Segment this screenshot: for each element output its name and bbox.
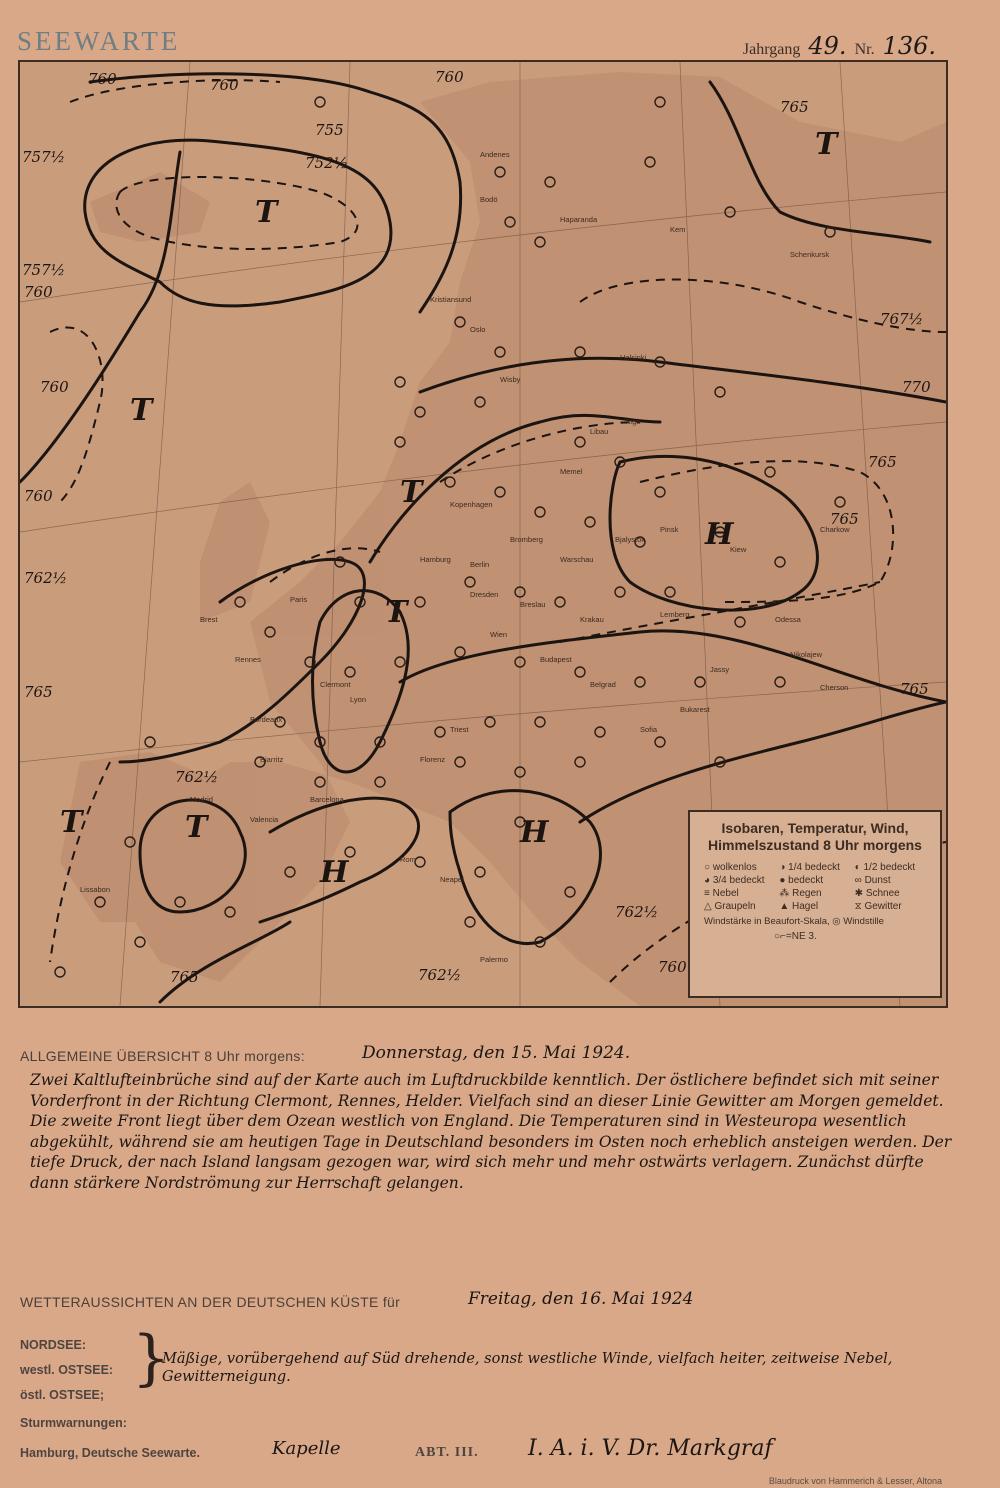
- region-westl-ostsee: westl. OSTSEE:: [20, 1363, 114, 1377]
- isobar-label: 760: [658, 958, 687, 976]
- city-label: Nikolajew: [790, 650, 823, 659]
- legend-item-label: 1/2 bedeckt: [863, 862, 916, 873]
- isobar-label: 760: [210, 76, 239, 94]
- forecast-regions: [20, 1338, 113, 1413]
- legend-symbols: [690, 854, 940, 914]
- pressure-center-label: T: [400, 475, 423, 510]
- isobar-label: 760: [88, 70, 117, 88]
- legend-beaufort: Windstärke in Beaufort-Skala, ◎ Windstille: [704, 916, 884, 927]
- city-label: Clermont: [320, 680, 351, 689]
- legend-item: [855, 901, 930, 912]
- isobar-label: 757½: [22, 261, 66, 279]
- isobar-label: 765: [24, 683, 53, 701]
- storm-warnings-label: Sturmwarnungen:: [20, 1416, 127, 1430]
- city-label: Krakau: [580, 615, 604, 624]
- overview-date: Donnerstag, den 15. Mai 1924.: [362, 1043, 631, 1063]
- pressure-center-label: T: [130, 393, 153, 428]
- isobar-label: 765: [170, 968, 199, 986]
- masthead: [0, 0, 1000, 60]
- pressure-center-label: H: [705, 517, 734, 552]
- isobar-label: 767½: [880, 310, 924, 328]
- pressure-center-label: T: [185, 810, 208, 845]
- nr-label: Nr.: [854, 41, 875, 58]
- city-label: Memel: [560, 467, 583, 476]
- overview-heading: ALLGEMEINE ÜBERSICHT 8 Uhr morgens:: [20, 1048, 305, 1064]
- forecast-heading: WETTERAUSSICHTEN AN DER DEUTSCHEN KÜSTE für: [20, 1294, 401, 1310]
- legend-item-label: 3/4 bedeckt: [712, 875, 765, 886]
- footer: [20, 1436, 970, 1472]
- weather-symbol-icon: ●: [779, 875, 789, 886]
- city-label: Palermo: [480, 955, 508, 964]
- isobar-label: 762½: [418, 966, 462, 984]
- city-label: Rennes: [235, 655, 261, 664]
- city-label: Lissabon: [80, 885, 111, 894]
- city-label: Lemberg: [660, 610, 690, 619]
- city-label: Oslo: [470, 325, 486, 334]
- legend-item-label: Hagel: [792, 901, 819, 912]
- signature-kapelle: Kapelle: [272, 1438, 341, 1459]
- city-label: Pinsk: [660, 525, 679, 534]
- city-label: Sofia: [640, 725, 658, 734]
- city-label: Bodö: [480, 195, 498, 204]
- weather-symbol-icon: ⧖: [854, 901, 865, 912]
- city-label: Kiew: [730, 545, 747, 554]
- jahrgang-label: Jahrgang: [742, 41, 801, 58]
- isobar-label: 765: [900, 680, 929, 698]
- weather-symbol-icon: ∞: [854, 875, 865, 886]
- city-label: Valencia: [250, 815, 279, 824]
- isobar-label: 770: [902, 378, 931, 396]
- legend-item-label: 1/4 bedeckt: [788, 862, 840, 873]
- legend-item-label: Graupeln: [714, 901, 756, 912]
- legend-example: [690, 927, 940, 942]
- city-label: Libau: [590, 427, 609, 436]
- city-label: Wisby: [500, 375, 521, 384]
- city-label: Kristiansund: [430, 295, 472, 304]
- isobar-label: 765: [868, 453, 897, 471]
- city-label: Breslau: [520, 600, 546, 609]
- legend-item: [855, 888, 930, 899]
- legend-item-label: Dunst: [864, 875, 891, 886]
- brace-icon: }: [132, 1323, 171, 1393]
- isobar-label: 762½: [24, 569, 68, 587]
- weather-symbol-icon: ○: [704, 862, 713, 873]
- legend-title-line1: Isobaren, Temperatur, Wind,: [721, 820, 909, 836]
- pressure-center-label: T: [815, 127, 838, 162]
- legend-item: [855, 862, 930, 873]
- city-label: Bromberg: [510, 535, 543, 544]
- legend-item: [704, 901, 779, 912]
- forecast-text: Mäßige, vorübergehend auf Süd drehende, sonst westliche Winde, vielfach heiter, zeitweise Nebel, Gewitterneigung.: [162, 1351, 893, 1385]
- wind-arrow-icon: ○⌐: [774, 931, 786, 942]
- legend-item-label: wolkenlos: [712, 862, 757, 873]
- legend-item: [704, 875, 779, 886]
- city-label: Odessa: [775, 615, 801, 624]
- city-label: Kem: [670, 225, 686, 234]
- issue-info: [743, 32, 940, 60]
- isobar-label: 760: [24, 487, 53, 505]
- masthead-title: SEEWARTE: [17, 26, 181, 56]
- legend-title: [690, 812, 940, 854]
- weather-symbol-icon: ✱: [854, 888, 866, 899]
- city-label: Haparanda: [560, 215, 598, 224]
- city-label: Madrid: [190, 795, 213, 804]
- isobar-label: 760: [40, 378, 69, 396]
- city-label: Lyon: [350, 695, 366, 704]
- pressure-center-label: H: [320, 855, 349, 890]
- pressure-center-label: T: [385, 595, 408, 630]
- legend-title-line2: Himmelszustand 8 Uhr morgens: [708, 837, 922, 853]
- legend-item: [855, 875, 930, 886]
- region-nordsee: NORDSEE:: [20, 1338, 86, 1352]
- legend-item-label: Schnee: [865, 888, 900, 899]
- overview-text: Zwei Kaltlufteinbrüche sind auf der Karte auch im Luftdruckbilde kenntlich. Der östlichere befindet sich mit seiner Vorderfront in der Richtung Clermont, Rennes, Helder. Vielfach sind an dieser Linie Gewitter am Morgen gemeldet. Die zweite Front liegt über dem Ozean westlich von England. Die Temperaturen sind in Westeuropa wesentlich abgekühlt, während sie am heutigen Tage in Deutschland besonders im Osten noch erheblich ansteigen werden. Der tiefe Druck, der nach Island langsam gezogen war, wird sich mehr und mehr ostwärts verlagern. Zunächst dürfte dann stärkere Nordströmung zur Herrschaft gelangen.: [30, 1071, 952, 1192]
- isobar-label: 757½: [22, 148, 66, 166]
- city-label: Riga: [625, 417, 641, 426]
- isobar-label: 762½: [615, 903, 659, 921]
- legend-item: [779, 862, 854, 873]
- printer-note: Blaudruck von Hammerich & Lesser, Altona: [768, 1476, 942, 1486]
- city-label: Wien: [490, 630, 508, 639]
- legend-item-label: Regen: [792, 888, 822, 899]
- isobar-label: 755: [315, 121, 344, 139]
- isobar-label: 762½: [175, 768, 219, 786]
- weather-symbol-icon: ▲: [779, 901, 793, 912]
- forecast-date: Freitag, den 16. Mai 1924: [468, 1289, 694, 1309]
- region-oestl-ostsee: östl. OSTSEE;: [20, 1388, 105, 1402]
- legend-item: [779, 901, 854, 912]
- city-label: Barcelona: [310, 795, 344, 804]
- legend-item: [704, 862, 779, 873]
- city-label: Biarritz: [260, 755, 284, 764]
- weather-symbol-icon: ◑: [779, 862, 789, 873]
- pressure-center-label: T: [255, 195, 278, 230]
- legend-item-label: bedeckt: [788, 875, 824, 886]
- jahrgang-value: 49.: [808, 32, 847, 60]
- city-label: Kopenhagen: [450, 500, 493, 509]
- city-label: Berlin: [470, 560, 490, 569]
- weather-symbol-icon: △: [704, 901, 715, 912]
- city-label: Brest: [200, 615, 218, 624]
- footer-org: Hamburg, Deutsche Seewarte.: [20, 1446, 200, 1460]
- city-label: Florenz: [420, 755, 446, 764]
- city-label: Belgrad: [590, 680, 616, 689]
- city-label: Triest: [450, 725, 469, 734]
- city-label: Bjalystok: [615, 535, 646, 544]
- weather-symbol-icon: ◐: [854, 862, 864, 873]
- city-label: Charkow: [820, 525, 850, 534]
- isobar-label: 765: [830, 510, 859, 528]
- pressure-center-label: H: [520, 815, 549, 850]
- legend-item-label: Nebel: [712, 888, 739, 899]
- weather-symbol-icon: ≡: [704, 888, 713, 899]
- isobar-label: 752½: [305, 154, 349, 172]
- weather-symbol-icon: ◕: [704, 875, 713, 886]
- city-label: Paris: [290, 595, 308, 604]
- city-label: Helsinki: [620, 353, 647, 362]
- isobar-label: 760: [24, 283, 53, 301]
- isobar-label: 760: [435, 68, 464, 86]
- city-label: Cherson: [820, 683, 849, 692]
- city-label: Rom: [400, 855, 416, 864]
- signature-markgraf: I. A. i. V. Dr. Markgraf: [528, 1436, 773, 1461]
- isobar-label: 765: [780, 98, 809, 116]
- legend-item: [704, 888, 779, 899]
- city-label: Jassy: [710, 665, 730, 674]
- city-label: Bukarest: [680, 705, 710, 714]
- weather-map: [18, 60, 948, 1008]
- nr-value: 136.: [882, 32, 936, 60]
- legend-item: [779, 875, 854, 886]
- city-label: Neapel: [440, 875, 464, 884]
- department-label: ABT. III.: [415, 1445, 479, 1460]
- legend-item-label: Gewitter: [864, 901, 902, 912]
- legend-box: [688, 810, 942, 998]
- city-label: Dresden: [470, 590, 499, 599]
- city-label: Budapest: [540, 655, 572, 664]
- legend-item: [779, 888, 854, 899]
- city-label: Hamburg: [420, 555, 451, 564]
- weather-symbol-icon: ⁂: [779, 888, 793, 899]
- city-label: Schenkursk: [790, 250, 830, 259]
- legend-example-text: =NE 3.: [785, 931, 817, 942]
- pressure-center-label: T: [60, 805, 83, 840]
- city-label: Warschau: [560, 555, 594, 564]
- city-label: Andenes: [480, 150, 510, 159]
- city-label: Bordeaux: [250, 715, 283, 724]
